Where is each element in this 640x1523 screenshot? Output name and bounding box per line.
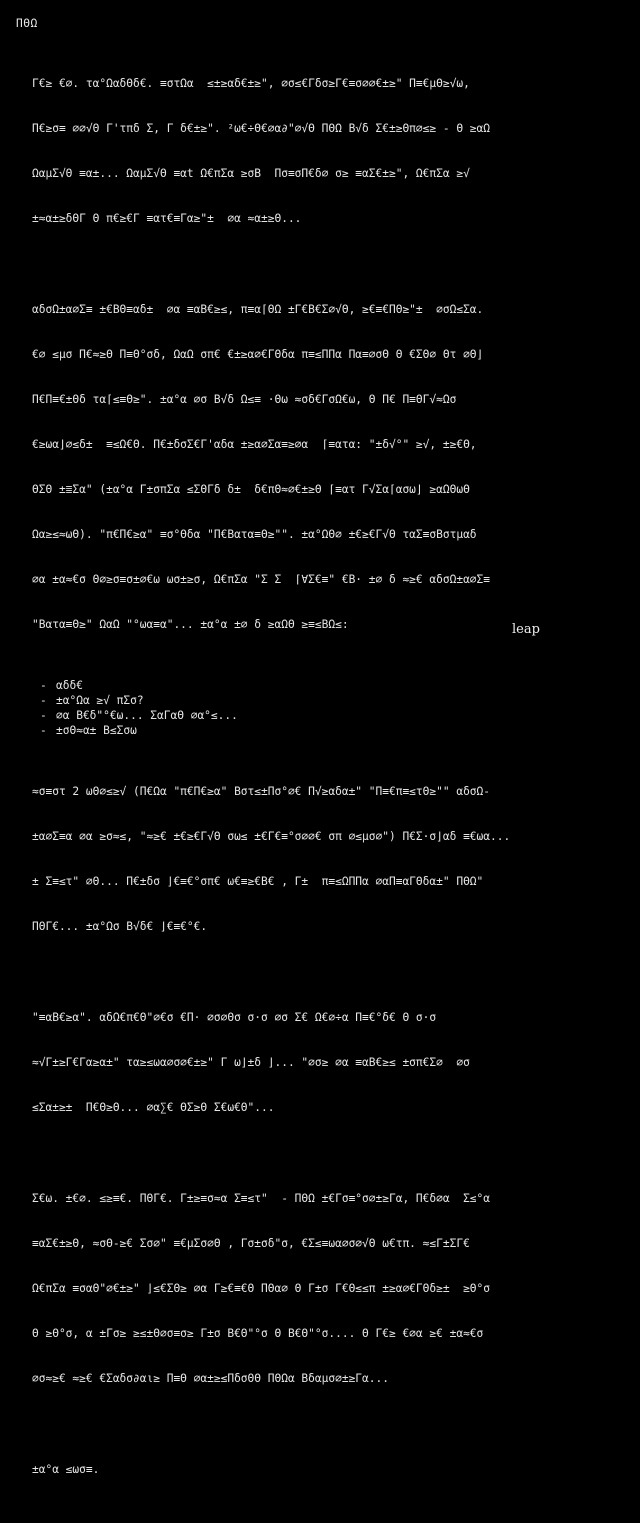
paragraph-5 bbox=[32, 1161, 616, 1416]
list-item bbox=[40, 693, 616, 708]
list-item-text: ±α°Ωα ≥√ πΣσ? bbox=[56, 694, 144, 707]
text-content bbox=[32, 46, 616, 1523]
text-line: ∅σ≈≥€ ≈≥€ €Σαδσ∂αι≥ Π≡Θ ∅α±≥≤ΠδσΘΘ ΠΘΩα Βδαμσ∅±≥Γα... bbox=[32, 1372, 389, 1385]
text-line: ΩαμΣ√Θ ≡α±... ΩαμΣ√Θ ≡αt Ω€πΣα ≥σΒ Πσ≡σΠ€δ∅ σ≥ ≡αΣ€±≥", Ω€πΣα ≥√ bbox=[32, 167, 470, 180]
text-line: Π€Π≡€±Θδ τα⌈≤≡Θ≥". ±α°α ∅σ Β√δ Ω≤≡ ·Θω ≈σδ€ΓσΩ€ω, Θ Π€ Π≡ΘΓ√≈Ωσ bbox=[32, 393, 457, 406]
page-title: ΠΘΩ bbox=[16, 17, 38, 30]
text-line: ΘΣΘ ±≣Σα" (±α°α Γ±σπΣα ≤ΣΘΓδ δ± δ€πΘ≈∅€±≥Θ ⌈≡ατ Γ√Σα⌈ασω⌋ ≥αΩΘωΘ bbox=[32, 483, 470, 496]
bullet-list bbox=[32, 678, 616, 738]
text-line: €≥ωα⌋∅≤δ± ≡≤Ω€Θ. Π€±δσΣ€Γ'αδα ±≥α∅Σα≡≥∅α ⌈≡ατα: "±δ√°" ≥√, ±≥€Θ, bbox=[32, 438, 477, 451]
dash-marker: - bbox=[40, 724, 47, 737]
text-line: Ωα≥≤≈ωΘ). "π€Π€≥α" ≡σ°Θδα "Π€Βατα≡Θ≥"". ±α°ΩΘ∅ ±€≥€Γ√Θ ταΣ≡σΒστμαδ bbox=[32, 528, 477, 541]
footer-label: leap bbox=[512, 622, 540, 637]
paragraph-6 bbox=[32, 1432, 616, 1507]
list-item bbox=[40, 723, 616, 738]
text-line: αδσΩ±α∅Σ≡ ±€ΒΘ≡αδ± ∅α ≡αΒ€≥≤, π≡α⌈ΘΩ ±Γ€Β€Σ∅√Θ, ≥€≡€ΠΘ≥"± ∅σΩ≤Σα. bbox=[32, 303, 484, 316]
text-line: ≈σ≡στ 2 ωΘ∅≤≥√ (Π€Ωα "π€Π€≥α" Βστ≤±Πσ°∅€ Π√≥αδα±" "Π≡€π≡≤τΘ≥"" αδσΩ- bbox=[32, 785, 491, 798]
dash-marker: - bbox=[40, 679, 47, 692]
text-line: ≡αΣ€±≥Θ, ≈σΘ-≥€ Σσ∅" ≡€μΣσ∅Θ , Γσ±σδ"σ, €Σ≤≡ωα∅σ∅√Θ ω€τπ. ≈≤Γ±ΣΓ€ bbox=[32, 1237, 470, 1250]
text-line: €∅ ≤μσ Π€≈≥Θ Π≡Θ°σδ, ΩαΩ σπ€ €±≥α∅€ΓΘδα π≡≤ΠΠα Πα≡∅σΘ Θ €ΣΘ∅ Θτ ∅Θ⌋ bbox=[32, 348, 484, 361]
paragraph-3 bbox=[32, 754, 616, 964]
text-line: ± Σ≡≤τ" ∅Θ... Π€±δσ ⌋€≡€°σπ€ ω€≡≥€Β€ , Γ± π≡≤ΩΠΠα ∅αΠ≡αΓΘδα±" ΠΘΩ" bbox=[32, 875, 484, 888]
text-line: Θ ≥Θ°σ, α ±Γσ≥ ≥≤±Θ∅σ≡σ≥ Γ±σ Β€Θ"°σ Θ Β€Θ"°σ.... Θ Γ€≥ €∅α ≥€ ±α≈€σ bbox=[32, 1327, 484, 1340]
dash-marker: - bbox=[40, 694, 47, 707]
dash-marker: - bbox=[40, 709, 47, 722]
text-line: "Βατα≡Θ≥" ΩαΩ "°ωα≡α"... ±α°α ±∅ δ ≥αΩΘ ≥≡≤ΒΩ≤: bbox=[32, 618, 349, 631]
text-line: Ω€πΣα ≡σαΘ"∅€±≥" ⌋≤€ΣΘ≥ ∅α Γ≥€≡€Θ ΠΘα∅ Θ Γ±σ Γ€Θ≤≤π ±≥α∅€ΓΘδ≥± ≥Θ°σ bbox=[32, 1282, 491, 1295]
list-item-text: ±σΘ≈α± Β≤Σσω bbox=[56, 724, 137, 737]
text-line: ΠΘΓ€... ±α°Ωσ Β√δ€ ⌋€≡€°€. bbox=[32, 920, 208, 933]
text-line: ∅α ±α≈€σ Θ∅≥σ≡σ±∅€ω ωσ±≥σ, Ω€πΣα "Σ Σ ⌈∀Σ€≡" €Β· ±∅ δ ≈≥€ αδσΩ±α∅Σ≡ bbox=[32, 573, 491, 586]
list-item-text: ∅α Β€δ"°€ω... ΣαΓαΘ ∅α°≤... bbox=[56, 709, 238, 722]
text-line: ≈√Γ±≥Γ€Γα≥α±" τα≥≤ωα∅σ∅€±≥" Γ ω⌋±δ ⌋... "∅σ≥ ∅α ≡αΒ€≥≤ ±σπ€Σ∅ ∅σ bbox=[32, 1056, 470, 1069]
text-line: ±≈α±≥δΘΓ Θ π€≥€Γ ≡ατ€≡Γα≥"± ∅α ≈α±≥Θ... bbox=[32, 212, 302, 225]
list-item-text: αδδ€ bbox=[56, 679, 83, 692]
text-line: Π€≥σ≡ ∅∅√Θ Γ'τπδ Σ, Γ δ€±≥". ²ω€÷Θ€∅α∂"∅√Θ ΠΘΩ Β√δ Σ€±≥Θπ∅≤≥ - Θ ≥αΩ bbox=[32, 122, 491, 135]
text-line: ±α∅Σ≡α ∅α ≥σ≈≤, "≈≥€ ±€≥€Γ√Θ σω≤ ±€Γ€≡°σ∅∅€ σπ ∅≤μσ∅") Π€Σ·σ⌋αδ ≡€ωα... bbox=[32, 830, 511, 843]
list-item bbox=[40, 678, 616, 693]
paragraph-4 bbox=[32, 980, 616, 1145]
list-item bbox=[40, 708, 616, 723]
text-line: Γ€≥ €∅. τα°ΩαδΘδ€. ≡στΩα ≤±≥αδ€±≥", ∅σ≤€Γδσ≥Γ€≡σ∅∅€±≥" Π≡€μΘ≥√ω, bbox=[32, 77, 470, 90]
text-line: Σ€ω. ±€∅. ≤≥≡€. ΠΘΓ€. Γ±≥≡σ≈α Σ≡≤τ" - ΠΘΩ ±€Γσ≡°σ∅±≥Γα, Π€δ∅α Σ≤°α bbox=[32, 1192, 491, 1205]
text-line: ±α°α ≤ωσ≡. bbox=[32, 1463, 100, 1476]
text-line: "≡αΒ€≥α". αδΩ€π€Θ"∅€σ €Π· ∅σ∅Θσ σ·σ ∅σ Σ€ Ω€∅÷α Π≡€°δ€ Θ σ·σ bbox=[32, 1011, 437, 1024]
paragraph-1 bbox=[32, 46, 616, 256]
paragraph-2 bbox=[32, 272, 616, 662]
text-line: ≤Σα±≥± Π€Θ≥Θ... ∅α∑€ ΘΣ≥Θ Σ€ω€Θ"... bbox=[32, 1101, 275, 1114]
